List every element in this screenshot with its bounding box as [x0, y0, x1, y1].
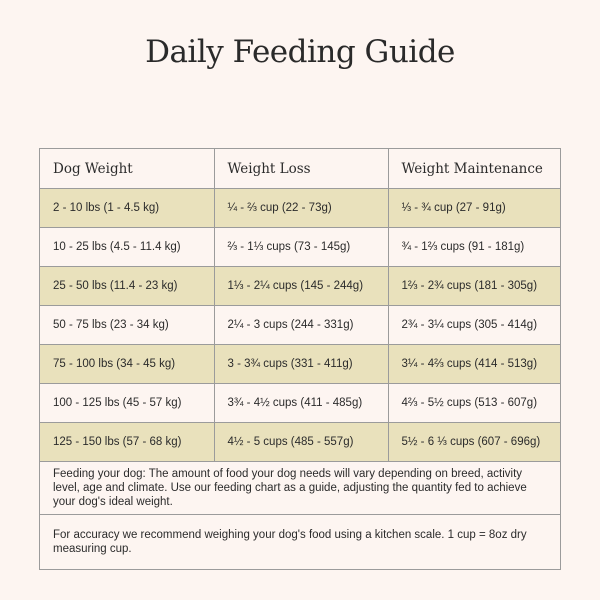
weight-loss-cell: ¼ - ⅔ cup (22 - 73g) — [214, 189, 388, 228]
dog-weight-cell: 2 - 10 lbs (1 - 4.5 kg) — [40, 189, 214, 228]
table-row — [40, 228, 560, 267]
header-dog-weight: Dog Weight — [40, 149, 214, 189]
feeding-guide-panel — [39, 148, 561, 570]
weight-maintenance-cell: 5½ - 6 ⅓ cups (607 - 696g) — [388, 423, 560, 462]
accuracy-note: For accuracy we recommend weighing your dog's food using a kitchen scale. 1 cup = 8oz dry measuring cup. — [53, 529, 527, 555]
weight-maintenance-cell: 4⅔ - 5½ cups (513 - 607g) — [388, 384, 560, 423]
feeding-table — [40, 149, 560, 462]
table-row — [40, 423, 560, 462]
page-title: Daily Feeding Guide — [145, 34, 455, 70]
weight-loss-cell: 3¾ - 4½ cups (411 - 485g) — [214, 384, 388, 423]
dog-weight-cell: 75 - 100 lbs (34 - 45 kg) — [40, 345, 214, 384]
header-weight-maintenance: Weight Maintenance — [388, 149, 560, 189]
table-row — [40, 306, 560, 345]
weight-maintenance-cell: ⅓ - ¾ cup (27 - 91g) — [388, 189, 560, 228]
table-header-row — [40, 149, 560, 189]
table-row — [40, 345, 560, 384]
dog-weight-cell: 125 - 150 lbs (57 - 68 kg) — [40, 423, 214, 462]
weight-loss-cell: 4½ - 5 cups (485 - 557g) — [214, 423, 388, 462]
feeding-note: Feeding your dog: The amount of food your dog needs will vary depending on breed, activity level, age and climate. Use our feeding chart as a guide, adjusting the quantity fed to achieve your dog's ideal weight. — [40, 462, 560, 515]
weight-maintenance-cell: ¾ - 1⅔ cups (91 - 181g) — [388, 228, 560, 267]
table-row — [40, 384, 560, 423]
table-row — [40, 189, 560, 228]
weight-loss-cell: 2¼ - 3 cups (244 - 331g) — [214, 306, 388, 345]
weight-maintenance-cell: 1⅔ - 2¾ cups (181 - 305g) — [388, 267, 560, 306]
weight-loss-cell: 3 - 3¾ cups (331 - 411g) — [214, 345, 388, 384]
weight-maintenance-cell: 2¾ - 3¼ cups (305 - 414g) — [388, 306, 560, 345]
weight-loss-cell: ⅔ - 1⅓ cups (73 - 145g) — [214, 228, 388, 267]
weight-loss-cell: 1⅓ - 2¼ cups (145 - 244g) — [214, 267, 388, 306]
dog-weight-cell: 25 - 50 lbs (11.4 - 23 kg) — [40, 267, 214, 306]
table-row — [40, 267, 560, 306]
header-weight-loss: Weight Loss — [214, 149, 388, 189]
dog-weight-cell: 10 - 25 lbs (4.5 - 11.4 kg) — [40, 228, 214, 267]
dog-weight-cell: 50 - 75 lbs (23 - 34 kg) — [40, 306, 214, 345]
weight-maintenance-cell: 3¼ - 4⅔ cups (414 - 513g) — [388, 345, 560, 384]
dog-weight-cell: 100 - 125 lbs (45 - 57 kg) — [40, 384, 214, 423]
